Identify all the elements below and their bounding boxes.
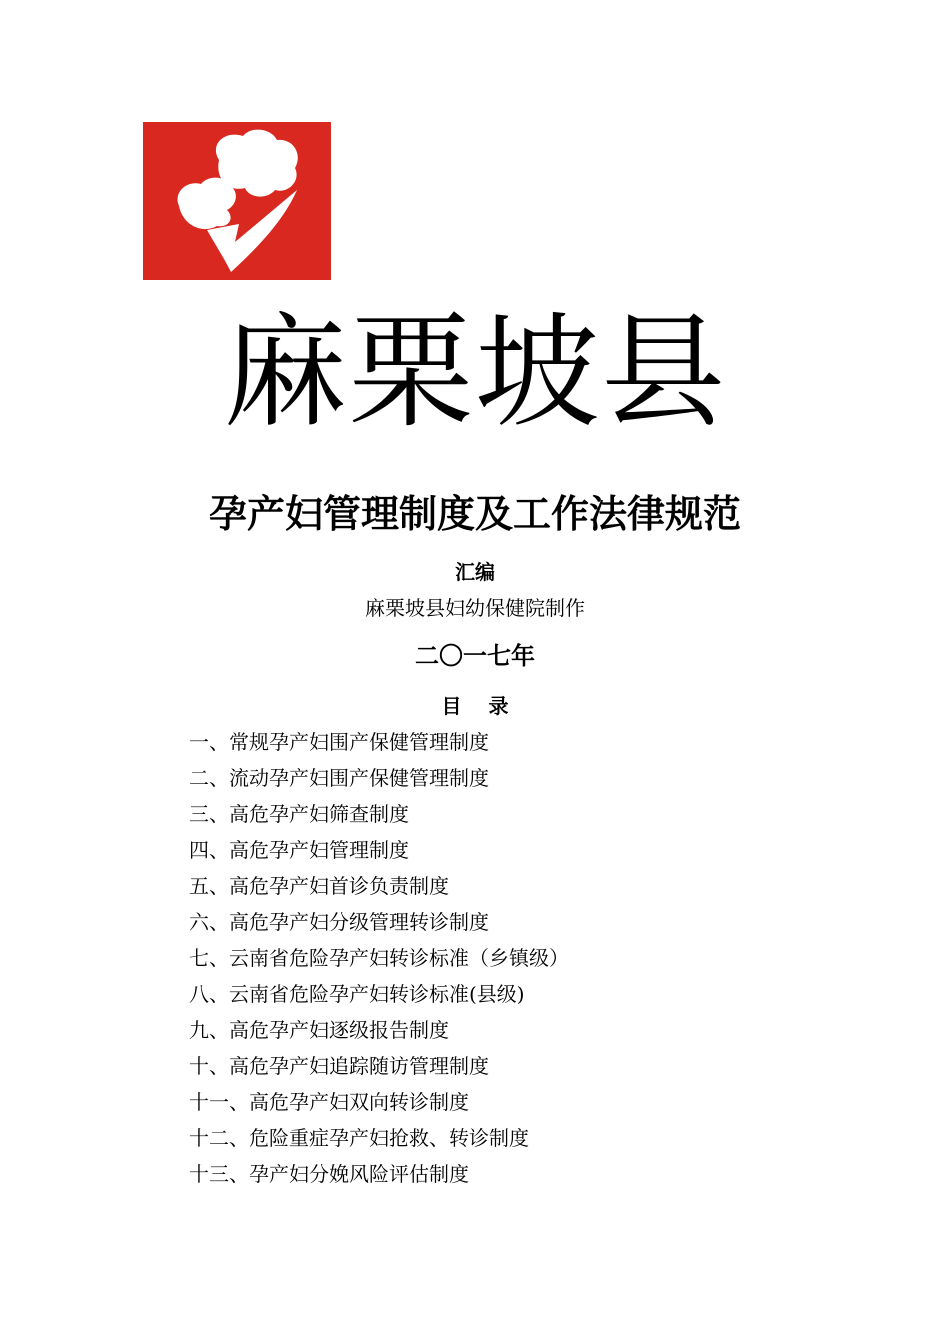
maternal-care-logo-icon xyxy=(143,122,331,280)
toc-item[interactable]: 七、云南省危险孕产妇转诊标准（乡镇级） xyxy=(189,946,569,970)
toc-item[interactable]: 六、高危孕产妇分级管理转诊制度 xyxy=(189,910,489,934)
toc-item[interactable]: 三、高危孕产妇筛查制度 xyxy=(189,802,409,826)
toc-item[interactable]: 一、常规孕产妇围产保健管理制度 xyxy=(189,730,489,754)
toc-item[interactable]: 二、流动孕产妇围产保健管理制度 xyxy=(189,766,489,790)
toc-item[interactable]: 五、高危孕产妇首诊负责制度 xyxy=(189,874,449,898)
document-subtitle: 汇编 xyxy=(455,560,495,584)
publisher-line: 麻栗坡县妇幼保健院制作 xyxy=(365,596,585,620)
table-of-contents xyxy=(189,724,809,1192)
toc-item[interactable]: 九、高危孕产妇逐级报告制度 xyxy=(189,1018,449,1042)
toc-item[interactable]: 十、高危孕产妇追踪随访管理制度 xyxy=(189,1054,489,1078)
document-title: 孕产妇管理制度及工作法律规范 xyxy=(208,491,741,536)
toc-item[interactable]: 十三、孕产妇分娩风险评估制度 xyxy=(189,1162,469,1186)
publication-year: 二〇一七年 xyxy=(415,641,535,670)
toc-item[interactable]: 十一、高危孕产妇双向转诊制度 xyxy=(189,1090,469,1114)
toc-item[interactable]: 四、高危孕产妇管理制度 xyxy=(189,838,409,862)
county-name: 麻栗坡县 xyxy=(222,301,727,445)
toc-item[interactable]: 八、云南省危险孕产妇转诊标准(县级) xyxy=(189,982,525,1006)
toc-heading: 目 录 xyxy=(441,694,509,718)
toc-item[interactable]: 十二、危险重症孕产妇抢救、转诊制度 xyxy=(189,1126,529,1150)
